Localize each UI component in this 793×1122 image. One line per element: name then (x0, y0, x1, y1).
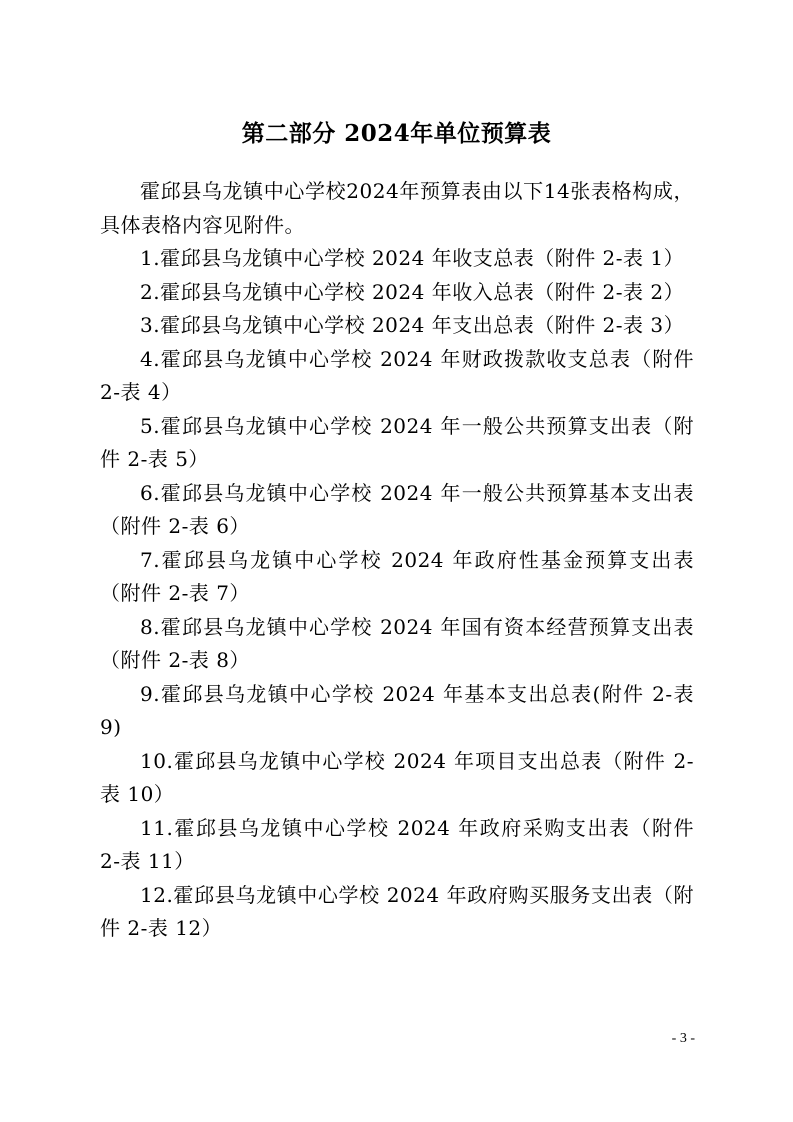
document-body (100, 175, 694, 946)
page-number: - 3 - (671, 1031, 695, 1046)
list-item: 8.霍邱县乌龙镇中心学校 2024 年国有资本经营预算支出表（附件 2-表 8） (100, 614, 694, 672)
list-item: 12.霍邱县乌龙镇中心学校 2024 年政府购买服务支出表（附件 2-表 12） (100, 882, 694, 940)
list-item: 9.霍邱县乌龙镇中心学校 2024 年基本支出总表(附件 2-表 9) (100, 681, 694, 739)
list-item: 1.霍邱县乌龙镇中心学校 2024 年收支总表（附件 2-表 1） (140, 246, 685, 270)
list-item: 6.霍邱县乌龙镇中心学校 2024 年一般公共预算基本支出表（附件 2-表 6） (100, 480, 694, 538)
list-item: 10.霍邱县乌龙镇中心学校 2024 年项目支出总表（附件 2-表 10） (100, 748, 694, 806)
list-item: 11.霍邱县乌龙镇中心学校 2024 年政府采购支出表（附件 2-表 11） (100, 815, 694, 873)
list-item: 2.霍邱县乌龙镇中心学校 2024 年收入总表（附件 2-表 2） (140, 279, 685, 304)
intro-paragraph: 霍邱县乌龙镇中心学校2024年预算表由以下14张表格构成，具体表格内容见附件。 (100, 179, 694, 237)
list-item: 3.霍邱县乌龙镇中心学校 2024 年支出总表（附件 2-表 3） (140, 313, 685, 337)
list-item: 4.霍邱县乌龙镇中心学校 2024 年财政拨款收支总表（附件 2-表 4） (100, 346, 694, 404)
page-title: 第二部分 2024年单位预算表 (241, 120, 552, 148)
list-item: 7.霍邱县乌龙镇中心学校 2024 年政府性基金预算支出表（附件 2-表 7） (100, 547, 694, 605)
list-item: 5.霍邱县乌龙镇中心学校 2024 年一般公共预算支出表（附件 2-表 5） (100, 413, 694, 471)
